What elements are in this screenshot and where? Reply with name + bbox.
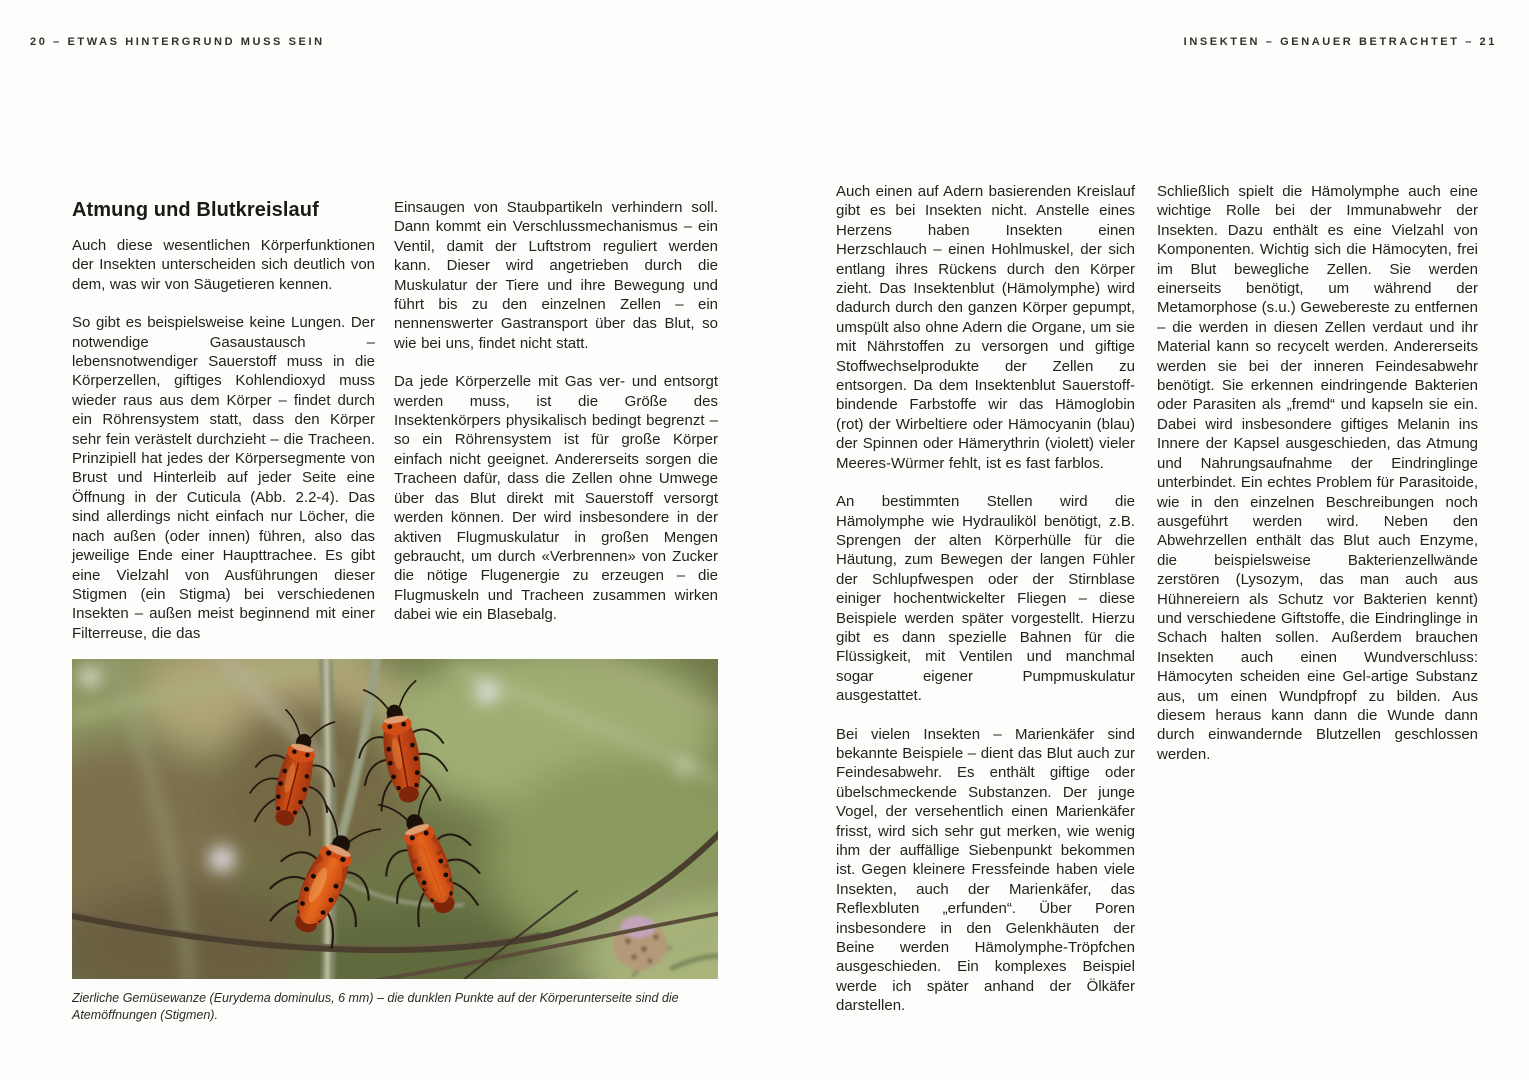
figure-bugs xyxy=(72,659,718,1024)
paragraph: Auch diese wesentlichen Körperfunktionen der Insekten unterscheiden sich deutlich von dem, was wir von Säugetieren kennen. xyxy=(72,237,375,293)
paragraph: So gibt es beispielsweise keine Lungen. Der notwendige Gasaustausch – lebensnotwendiger Sauerstoff muss in die Körperzellen, giftiges Kohlendioxyd muss wieder raus aus dem Körper – findet durch ein Röhrensystem statt, dass den Körper sehr fein verästelt durchzieht – die Tracheen. Prinzipiell hat jedes der Körpersegmente von Brust und Hinterleib auf jeder Seite eine Öffnung in der Cuticula (Abb. 2.2-4). Das sind allerdings nicht einfach nur Löcher, die nach außen (oder innen) führen, also das jeweilige Ende einer Haupttrachee. Es gibt eine Vielzahl von Ausführungen dieser Stigmen (ein Stigma) bei verschiedenen Insekten – außen meist beginnend mit einer Filterreuse, die das xyxy=(72,314,375,642)
section-heading: Atmung und Blutkreislauf xyxy=(72,199,319,221)
page-header-left: 20 – ETWAS HINTERGRUND MUSS SEIN xyxy=(30,36,325,48)
bug-photo-illustration xyxy=(72,659,718,979)
left-column-1 xyxy=(72,198,375,643)
paragraph: Einsaugen von Staubpartikeln verhindern soll. Dann kommt ein Verschlussmechanismus – ein Ventil, damit der Luftstrom reguliert werden kann. Dieser wird angetrieben durch die Muskulatur der Tiere und ihre Bewegung und führt bis zu den einzelnen Zellen – ein nennenswerter Gastransport über das Blut, so wie bei uns, findet nicht statt. xyxy=(394,199,718,352)
right-page-columns xyxy=(836,182,1478,1016)
paragraph: Da jede Körperzelle mit Gas ver- und entsorgt werden muss, ist die Größe des Insektenkörpers physikalisch bedingt begrenzt – so ein Röhrensystem ist für große Körper einfach nicht geeignet. Andererseits sorgen die Tracheen dafür, dass die Zellen ohne Umwege über das Blut direkt mit Sauerstoff versorgt werden können. Der wird insbesondere in der aktiven Flugmuskulatur in großen Mengen gebraucht, um durch «Verbrennen» von Zucker die nötige Flugenergie zu erzeugen – die Flugmuskeln und Tracheen zusammen wirken dabei wie ein Blasebalg. xyxy=(394,373,718,624)
left-page xyxy=(72,198,718,1024)
page-header-right: INSEKTEN – GENAUER BETRACHTET – 21 xyxy=(1183,36,1497,48)
left-column-2 xyxy=(394,198,718,643)
figure-caption: Zierliche Gemüsewanze (Eurydema dominulus, 6 mm) – die dunklen Punkte auf der Körperunterseite sind die Atemöffnungen (Stigmen). xyxy=(72,991,679,1023)
paragraph: Bei vielen Insekten – Marienkäfer sind bekannte Beispiele – dient das Blut auch zur Feindesabwehr. Es enthält giftige oder übelschmeckende Substanzen. Der junge Vogel, der versehentlich einen Marienkäfer frisst, wird sich sehr gut merken, wie wenig ihm der auffällige Siebenpunkt bekommen ist. Gegen kleinere Fressfeinde haben viele Insekten, auch der Marienkäfer, das Reflexbluten „erfunden“. Über Poren insbesondere in den Gelenkhäuten der Beine werden Hämolymphe-Tröpfchen ausgeschieden. Ein komplexes Beispiel werde ich später anhand der Ölkäfer darstellen. xyxy=(836,725,1135,1015)
bug-photo xyxy=(72,659,718,979)
right-page xyxy=(836,182,1478,1016)
paragraph: Auch einen auf Adern basierenden Kreislauf gibt es bei Insekten nicht. Anstelle eines Herzens haben Insekten einen Herzschlauch – einen Hohlmuskel, der sich entlang ihres Rückens durch den Körper zieht. Das Insektenblut (Hämolymphe) wird dadurch durch den ganzen Körper gepumpt, umspült also ohne Adern die Organe, um sie mit Nährstoffen zu versorgen und giftige Stoffwechselprodukte der Zellen zu entsorgen. Da dem Insektenblut Sauerstoff-bindende Farbstoffe wir das Hämoglobin (rot) der Wirbeltiere oder Hämocyanin (blau) der Spinnen oder Hämerythrin (violett) vieler Meeres-Würmer fehlt, ist es fast farblos. xyxy=(836,183,1135,472)
paragraph: An bestimmten Stellen wird die Hämolymphe wie Hydrauliköl benötigt, z.B. Sprengen der alten Körperhülle für die Häutung, zum Bewegen der langen Fühler der Schlupfwespen oder der Stirnblase einiger hochentwickelter Fliegen – diese Beispiele werden später vorgestellt. Hierzu gibt es dann spezielle Bahnen für die Flüssigkeit, mit Ventilen und manchmal sogar eigener Pumpmuskulatur ausgestattet. xyxy=(836,493,1135,705)
paragraph: Schließlich spielt die Hämolymphe auch eine wichtige Rolle bei der Immunabwehr der Insekten. Dazu enthält es eine Vielzahl von Komponenten. Wichtig sich die Hämocyten, frei im Blut bewegliche Zellen. Sie werden einerseits benötigt, um während der Metamorphose (s.u.) Gewebereste zu entfernen – die werden in diesen Zellen verdaut und ihr Material kann so recycelt werden. Andererseits werden sie bei der inneren Feindesabwehr benötigt. Sie erkennen eindringende Bakterien oder Parasiten als „fremd“ und kapseln sie ein. Dabei wird insbesondere giftiges Melanin ins Innere der Kapsel ausgeschieden, das Atmung und Nahrungsaufnahme der Eindringlinge unterbindet. Ein echtes Problem für Parasitoide, wie in den einzelnen Beschreibungen noch ausgeführt werden wird. Neben den Abwehrzellen enthält das Blut auch Enzyme, die beispielsweise Bakterienzellwände zerstören (Lysozym, das man auch aus Hühnereiern als Schutz vor Bakterien kennt) und verschiedene Giftstoffe, die Eindringlinge in Schach halten sollen. Außerdem brauchen Insekten auch einen Wundverschluss: Hämocyten scheiden eine Gel-artige Substanz aus, um einen Wundpfropf zu bilden. Aus diesem heraus kann dann die Wunde dann durch einwandernde Blutzellen geschlossen werden. xyxy=(1157,183,1478,763)
right-column-1 xyxy=(836,182,1135,1016)
right-column-2 xyxy=(1157,182,1478,1016)
left-page-columns xyxy=(72,198,718,643)
